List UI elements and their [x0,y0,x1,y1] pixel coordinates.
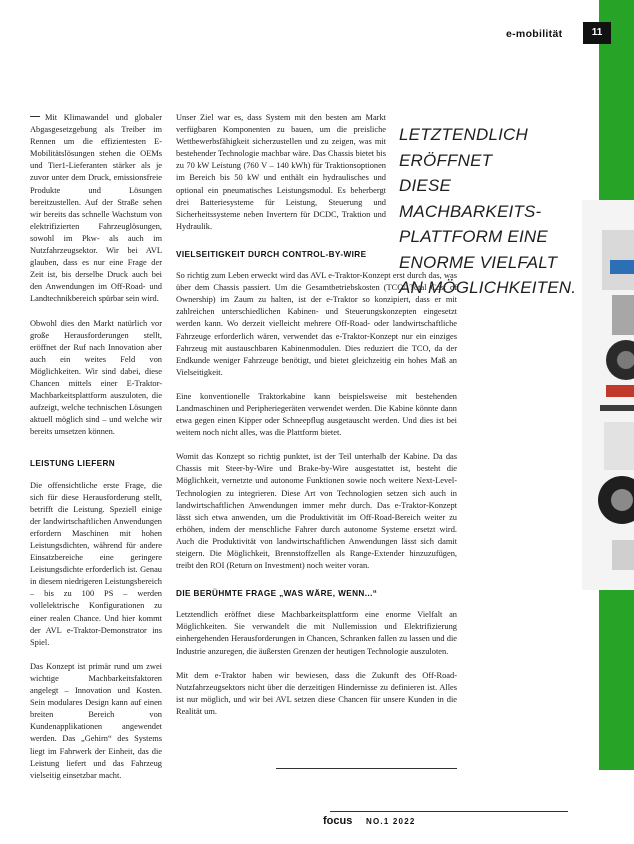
section-heading: LEISTUNG LIEFERN [30,459,116,469]
paragraph: Unser Ziel war es, dass System mit den besten am Markt verfügbaren Komponenten zu bauen, um die preisliche Wettbewerbsfähigkeit sicherzustellen und zu zeigen, was mit bestehender Technologie machbar wäre. Das Chassis bietet bis zu 70 kW Leistung (760 V – 140 kWh) für Traktionsoptionen im Bereich bis 50 kW und enthält ein hydraulisches und optional ein pneumatisches Leistungsmodul. Es beherbergt drei Batteriesysteme für Leistung, Steuerung und Sicherheitssysteme neben Invertern für DCDC, Traktion und Hydraulik. [176,113,386,231]
tractor-photo-edge [582,200,634,590]
text-column-left [30,112,162,794]
pull-quote-line: PLATTFORM EINE [399,227,548,246]
article-end-rule [276,768,457,769]
pull-quote-line: AN MÖGLICHKEITEN. [399,278,577,297]
pull-quote-line: DIESE MACHBARKEITS- [399,176,542,221]
issue-label: NO.1 2022 [366,817,416,826]
footer-rule [330,811,568,812]
paragraph: Mit dem e-Traktor haben wir bewiesen, dass die Zukunft des Off-Road-Nutzfahrzeugsektors nicht über die derzeitigen Hindernisse zu definieren ist. Alles ist nur möglich, und wir bei AVL setzen diese Chancen für unsere Kunden in die Realität um. [176,670,457,716]
paragraph: Womit das Konzept so richtig punktet, ist der Teil unterhalb der Kabine. Da das Chassis mit Steer-by-Wire und Brake-by-Wire ausgestattet ist, besteht die Möglichkeit, vernetzte und autonome Funktionen sowie noch weitere Next-Level-Technologien zu integrieren. Diese Art von Technologien setzen sich auch in landwirtschaftlichen Anwendungen immer mehr durch. Das e-Traktor-Konzept lässt sich etwa anwenden, um die Produktivität im Off-Road-Bereich weiter zu erhöhen, indem der menschliche Fahrer durch autonome Systeme ersetzt wird. Auch die Produktivität von landwirtschaftlichen Anwendungen lässt sich damit steigern. Die Möglichkeit, Brennstoffzellen als Range-Extender hinzuzufügen, treibt den ROI (Return on Investment) noch weiter voran. [176,452,457,571]
paragraph: Eine konventionelle Traktorkabine kann beispielsweise mit bestehenden Landmaschinen und Peripheriegeräten verwendet werden. Die Kabine könnte dann etwa gegen einen Kipper oder Schneepflug ausgetauscht werden. Und dies ist bei weitem noch nicht alles, was die Plattform bietet. [176,391,457,438]
paragraph: Letztendlich eröffnet diese Machbarkeitsplattform eine enorme Vielfalt an Möglichkeiten. Sie verwandelt die mit Nullemission und Elektrifizierung einhergehenden Herausforderungen in Chancen, Schranken fallen zu lassen und die Industrie anzuregen, die äußersten Grenzen der heutigen Technologie auszuloten. [176,610,457,656]
section-heading: DIE BERÜHMTE FRAGE „WAS WÄRE, WENN...“ [176,589,378,599]
pull-quote [399,122,584,301]
section-label: e-mobilität [506,28,563,40]
magazine-logo: focus [323,815,353,827]
paragraph: So richtig zum Leben erweckt wird das AVL e-Traktor-Konzept erst durch das, was über dem Chassis passiert. Um die Gesamtbetriebskosten (TCO/ Total Cost of Ownership) im Zaum zu halten, ist der e-Traktor so konzipiert, dass er mit zahlreichen unterschiedlichen Kabinen- und Steuerungskonzepten eingesetzt werden kann. Wo derzeit vielleicht mehrere Off-Road- oder landwirtschaftliche Fahrzeuge erforderlich wären, verwendet das e-Traktor-Konzept nur ein einziges Fahrzeug mit austauschbaren Kabinenmodulen. Dies reduziert die TCO, da der Endkunde weniger Fahrzeuge benötigt, und bietet gleichzeitig ein hohes Maß an Vielseitigkeit. [176,271,457,377]
paragraph: Die offensichtliche erste Frage, die sich für diese Herausforderung stellt, betrifft die Leistung. Speziell einige der landwirtschaftlichen Anwendungen erfordern Maschinen mit hohen Leistungsdichten, während für andere Einsatzbereiche eine geringere Leistungsdichte erforderlich ist. Genau in diesem niedrigeren Leistungsbereich – bis zu 100 PS – werden vollelektrische Konfigurationen zu einer realen Chance. Und hier kommt der AVL e-Traktor-Demonstrator ins Spiel. [30,480,162,647]
page-number: 11 [583,22,611,44]
section-heading: VIELSEITIGKEIT DURCH CONTROL-BY-WIRE [176,249,367,259]
column-top-wrap [176,112,386,233]
paragraph: Mit Klimawandel und globaler Abgasgesetzgebung als Treiber im Rennen um die effizientesten E-Mobilitätslösungen stehen die OEMs und Tier1-Lieferanten stärker als je zuvor unter dem Druck, emissionsfreie Produkte und Lösungen bereitzustellen. Auf der Straße sehen wir bereits das schnelle Wachstum von elektrifizierten Fahrzeuglösungen, sowohl im Pkw- als auch im Nutzfahrzeugsektor. Wir bei AVL glauben, dass es nur eine Frage der Zeit ist, bis derselbe Druck auch bei den Anwendungen im Off-Road- und Landtechnikbereich spürbar sein wird. [30,113,162,304]
paragraph: Das Konzept ist primär rund um zwei wichtige Machbarkeitsfaktoren angelegt – Innovation und Kosten. Sein modulares Design kann auf einen breiten Bereich von Kundenapplikationen angewendet werden. Das „Gehirn“ des Systems liegt im Fahrwerk der Einheit, das die Leistung liefert und das Fahrzeug vielseitig einsetzbar macht. [30,661,162,780]
paragraph: Obwohl dies den Markt natürlich vor große Herausforderungen stellt, eröffnet der Ruf nach Innovation aber auch ein weites Feld von Möglichkeiten. Wir sind dabei, diese Chancen mittels einer E-Traktor-Machbarkeitsplattform auszuloten, die aufzeigt, welche technischen Lösungen aktuell möglich sind – und welche wir bereits umsetzen können. [30,318,162,437]
pull-quote-line: LETZTENDLICH ERÖFFNET [399,125,528,170]
pull-quote-line: ENORME VIELFALT [399,252,558,272]
